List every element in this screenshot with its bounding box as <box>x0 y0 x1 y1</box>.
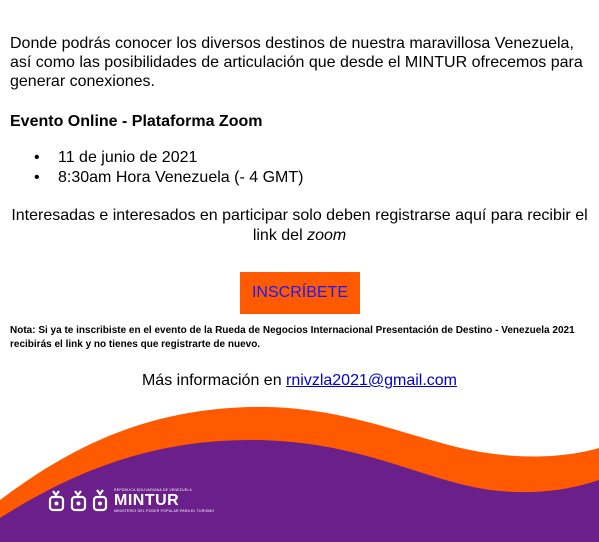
email-link[interactable]: rnivzla2021@gmail.com <box>286 372 458 389</box>
mintur-logo-mark-icon <box>48 488 108 514</box>
register-emphasis: zoom <box>307 227 347 244</box>
logo-name: MINTUR <box>114 492 180 509</box>
note-text: Nota: Si ya te inscribiste en el evento de la Rueda de Negocios Internacional Presentación de Destino - Venezuela 2021 recibirás el link y no tienes que registrarte de nuevo. <box>10 325 575 350</box>
logo-ministry-text: MINISTERIO DEL PODER POPULAR PARA EL TURISMO <box>114 509 215 513</box>
footer-wave-graphic <box>0 400 599 542</box>
event-date: 11 de junio de 2021 <box>58 149 198 166</box>
more-info-label: Más información en <box>141 372 287 389</box>
event-time: 8:30am Hora Venezuela (- 4 GMT) <box>58 169 304 186</box>
list-item <box>34 148 303 168</box>
list-item <box>34 168 303 188</box>
bullet-icon: • <box>34 149 40 166</box>
mintur-logo <box>48 486 214 516</box>
intro-paragraph: Donde podrás conocer los diversos destinos de nuestra maravillosa Venezuela, así como las posibilidades de articulación que desde el MINTUR ofrecemos para generar conexiones. <box>10 35 583 90</box>
register-button[interactable]: INSCRÍBETE <box>240 272 360 314</box>
bullet-icon: • <box>34 169 40 186</box>
more-info <box>0 371 599 390</box>
logo-country-text: REPÚBLICA BOLIVARIANA DE VENEZUELA <box>114 488 192 492</box>
register-text: Interesadas e interesados en participar solo deben registrarse aquí para recibir el link del <box>11 207 588 244</box>
event-details-list <box>34 148 303 188</box>
mintur-logo-text <box>114 488 214 514</box>
register-paragraph <box>0 206 599 246</box>
footer-banner <box>0 400 599 542</box>
event-title: Evento Online - Plataforma Zoom <box>10 113 263 130</box>
